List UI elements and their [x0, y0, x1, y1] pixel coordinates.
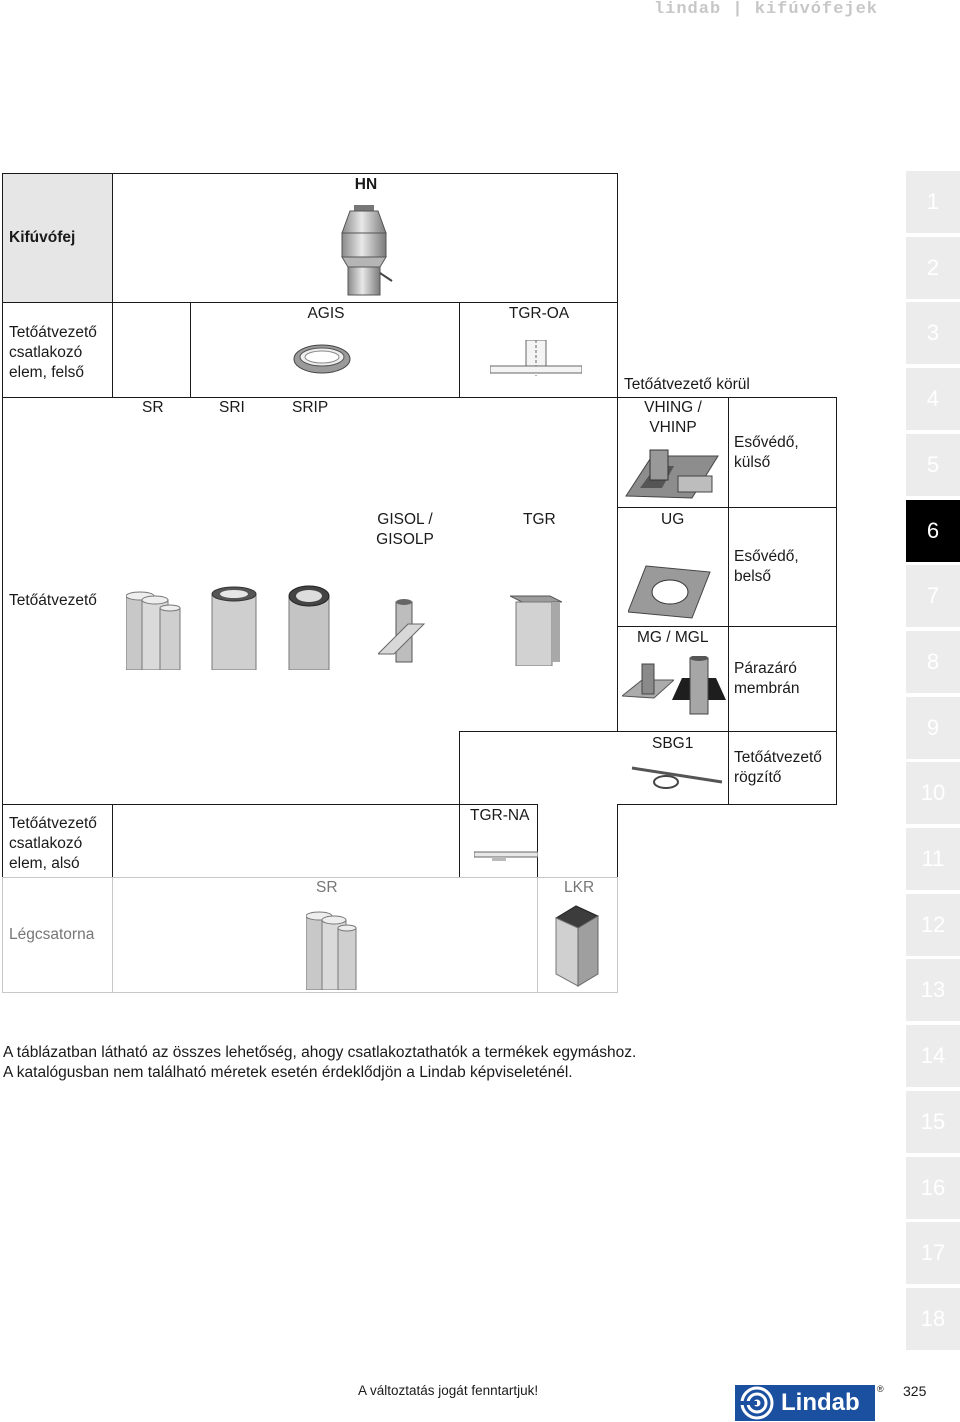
- chapter-tab-15[interactable]: 15: [906, 1091, 960, 1153]
- header-divider: |: [732, 0, 744, 19]
- teto-rogzito-label: Tetőátvezető rögzítő: [734, 749, 822, 786]
- tgr-na-image: [474, 848, 538, 862]
- esovedo-kulso-label: Esővédő, külső: [734, 434, 799, 471]
- chapter-tab-12[interactable]: 12: [906, 894, 960, 956]
- header-section: kifúvófejek: [754, 0, 878, 19]
- lkr-label: LKR: [564, 879, 595, 896]
- chapter-tab-9[interactable]: 9: [906, 697, 960, 759]
- agis-ring-image: [292, 342, 352, 376]
- sbg1-label: SBG1: [652, 735, 694, 752]
- tgr-oa-label: TGR-OA: [508, 305, 570, 322]
- footer-disclaimer: A változtatás jogát fenntartjuk!: [358, 1383, 539, 1398]
- sbg1-image: [630, 762, 724, 792]
- row-label-tetoatvezeto: Tetőátvezető: [9, 592, 97, 609]
- parazaro-label: Párazáró membrán: [734, 660, 800, 697]
- sr-duct-image-2: [306, 910, 358, 990]
- row-label-kifuvofej: Kifúvófej: [9, 229, 76, 246]
- registered-mark: ®: [877, 1384, 884, 1394]
- row-label-teto-also: Tetőátvezető csatlakozó elem, alsó: [9, 815, 97, 872]
- note-text: [3, 1043, 636, 1083]
- sr-duct-label: SR: [316, 879, 338, 896]
- hn-cowl-image: [334, 205, 394, 297]
- chapter-tab-14[interactable]: 14: [906, 1025, 960, 1087]
- chapter-tab-2[interactable]: 2: [906, 237, 960, 299]
- logo-text: Lindab: [781, 1389, 860, 1416]
- hn-label: HN: [354, 176, 378, 193]
- chapter-tab-18[interactable]: 18: [906, 1288, 960, 1350]
- mg-label: MG / MGL: [637, 629, 709, 646]
- mg-image: [622, 658, 674, 704]
- vhing-flashing-image: [622, 448, 720, 506]
- teto-korul-label: Tetőátvezető körül: [624, 376, 750, 393]
- tgr-image: [510, 590, 562, 666]
- sri-label: SRI: [219, 399, 245, 416]
- chapter-tab-6[interactable]: 6: [906, 500, 960, 562]
- row-label-legcsatorna: Légcsatorna: [9, 926, 95, 943]
- lindab-logo: [735, 1385, 875, 1421]
- page-header: [654, 0, 878, 19]
- lkr-image: [554, 904, 600, 988]
- chapter-tab-3[interactable]: 3: [906, 302, 960, 364]
- srip-label: SRIP: [292, 399, 329, 416]
- sr-duct-image-1: [126, 590, 182, 670]
- gisol-image: [378, 598, 430, 668]
- agis-label: AGIS: [307, 305, 345, 322]
- chapter-tab-16[interactable]: 16: [906, 1157, 960, 1219]
- tgr-na-label: TGR-NA: [470, 807, 530, 824]
- tgr-oa-image: [490, 340, 582, 378]
- chapter-tab-4[interactable]: 4: [906, 368, 960, 430]
- esovedo-belso-label: Esővédő, belső: [734, 548, 799, 585]
- header-brand: lindab: [653, 0, 722, 19]
- empty-right-cell: [537, 804, 618, 878]
- note-line-1: A táblázatban látható az összes lehetőség, ahogy csatlakoztathatók a termékek egymáshoz.: [3, 1044, 637, 1061]
- chapter-tab-11[interactable]: 11: [906, 828, 960, 890]
- chapter-tab-8[interactable]: 8: [906, 631, 960, 693]
- row-label-teto-felso: Tetőátvezető csatlakozó elem, felső: [9, 324, 97, 381]
- lindab-logo-mark-icon: [737, 1385, 777, 1421]
- chapter-tab-1[interactable]: 1: [906, 171, 960, 233]
- chapter-tab-7[interactable]: 7: [906, 565, 960, 627]
- tgr-label: TGR: [523, 511, 556, 528]
- page-number: 325: [903, 1383, 927, 1399]
- note-line-2: A katalógusban nem található méretek esetén érdeklődjön a Lindab képviseleténél.: [3, 1064, 573, 1081]
- sri-duct-image: [210, 586, 258, 670]
- chapter-tab-17[interactable]: 17: [906, 1222, 960, 1284]
- chapter-tab-13[interactable]: 13: [906, 959, 960, 1021]
- srip-duct-image: [287, 584, 331, 670]
- vhing-label: VHING / VHINP: [644, 399, 702, 436]
- mgl-image: [672, 656, 726, 716]
- chapter-tab-5[interactable]: 5: [906, 434, 960, 496]
- sr-label: SR: [142, 399, 164, 416]
- gisol-label: GISOL / GISOLP: [376, 511, 434, 548]
- ug-image: [628, 562, 712, 620]
- chapter-tab-10[interactable]: 10: [906, 762, 960, 824]
- ug-label: UG: [661, 511, 685, 528]
